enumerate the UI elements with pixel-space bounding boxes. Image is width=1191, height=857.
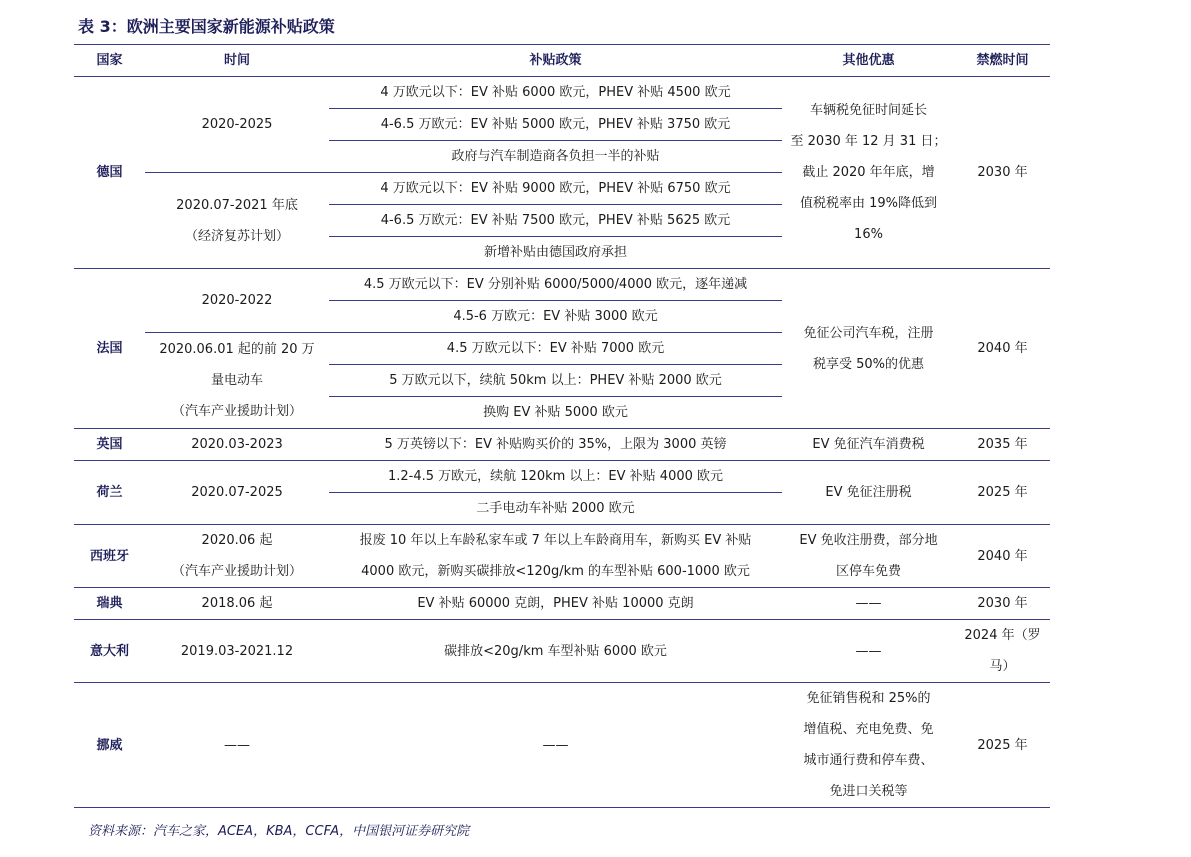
policy-cell: 4-6.5 万欧元：EV 补贴 7500 欧元，PHEV 补贴 5625 欧元 — [329, 205, 782, 237]
policy-cell: 4 万欧元以下：EV 补贴 9000 欧元，PHEV 补贴 6750 欧元 — [329, 173, 782, 205]
other-line: 免征销售税和 25%的 — [806, 691, 931, 706]
period-line: （汽车产业援助计划） — [171, 564, 302, 579]
policy-cell: 新增补贴由德国政府承担 — [329, 237, 782, 269]
policy-cell: 5 万欧元以下，续航 50km 以上：PHEV 补贴 2000 欧元 — [329, 365, 782, 397]
header-row — [74, 45, 1050, 77]
other-line: 16% — [854, 227, 883, 242]
period-germany-2 — [145, 173, 329, 269]
header-time: 时间 — [145, 45, 329, 77]
other-spain — [782, 525, 955, 588]
other-line: 城市通行费和停车费、 — [803, 753, 934, 768]
policy-cell: 1.2-4.5 万欧元，续航 120km 以上：EV 补贴 4000 欧元 — [329, 461, 782, 493]
period-line: 2020.06 起 — [201, 533, 273, 548]
header-other: 其他优惠 — [782, 45, 955, 77]
other-sweden: —— — [782, 588, 955, 620]
table-row — [74, 429, 1050, 461]
other-line: 车辆税免征时间延长 — [809, 103, 927, 118]
policy-cell: 4-6.5 万欧元：EV 补贴 5000 欧元，PHEV 补贴 3750 欧元 — [329, 109, 782, 141]
ban-sweden: 2030 年 — [955, 588, 1050, 620]
other-line: EV 免收注册费，部分地 — [799, 533, 938, 548]
table-row — [74, 525, 1050, 588]
policy-cell: 碳排放<20g/km 车型补贴 6000 欧元 — [329, 620, 782, 683]
policy-line: 报废 10 年以上车龄私家车或 7 年以上车龄商用车，新购买 EV 补贴 — [359, 533, 752, 548]
source-note: 资料来源：汽车之家，ACEA，KBA，CCFA，中国银河证券研究院 — [88, 824, 470, 839]
other-line: 值税税率由 19%降低到 — [799, 196, 938, 211]
ban-italy — [955, 620, 1050, 683]
ban-spain: 2040 年 — [955, 525, 1050, 588]
period-uk: 2020.03-2023 — [145, 429, 329, 461]
table-row — [74, 461, 1050, 493]
ban-norway: 2025 年 — [955, 683, 1050, 808]
period-germany-1: 2020-2025 — [145, 77, 329, 173]
header-policy: 补贴政策 — [329, 45, 782, 77]
policy-cell: 换购 EV 补贴 5000 欧元 — [329, 397, 782, 429]
table-title: 表 3：欧洲主要国家新能源补贴政策 — [78, 17, 335, 36]
other-line: 增值税、充电免费、免 — [803, 722, 934, 737]
other-line: 税享受 50%的优惠 — [812, 356, 925, 372]
header-ban: 禁燃时间 — [955, 45, 1050, 77]
other-germany — [782, 77, 955, 269]
ban-france: 2040 年 — [955, 269, 1050, 429]
table-row — [74, 269, 1050, 301]
policy-cell: 4 万欧元以下：EV 补贴 6000 欧元，PHEV 补贴 4500 欧元 — [329, 77, 782, 109]
period-france-2 — [145, 333, 329, 429]
table-row — [74, 588, 1050, 620]
table-row — [74, 620, 1050, 683]
period-line: 2020.06.01 起的前 20 万 — [159, 342, 315, 357]
policy-spain — [329, 525, 782, 588]
other-line: 至 2030 年 12 月 31 日； — [790, 134, 947, 149]
table-row — [74, 77, 1050, 109]
country-france: 法国 — [74, 269, 145, 429]
other-line: 免进口关税等 — [829, 784, 908, 799]
period-norway: —— — [145, 683, 329, 808]
country-uk: 英国 — [74, 429, 145, 461]
policy-cell: 政府与汽车制造商各负担一半的补贴 — [329, 141, 782, 173]
country-germany: 德国 — [74, 77, 145, 269]
period-line: （汽车产业援助计划） — [171, 404, 302, 419]
period-line: 2020.07-2021 年底 — [176, 197, 298, 213]
country-sweden: 瑞典 — [74, 588, 145, 620]
table-row — [74, 683, 1050, 808]
other-italy: —— — [782, 620, 955, 683]
policy-cell: EV 补贴 60000 克朗，PHEV 补贴 10000 克朗 — [329, 588, 782, 620]
period-line: （经济复苏计划） — [184, 228, 289, 244]
period-italy: 2019.03-2021.12 — [145, 620, 329, 683]
period-netherlands: 2020.07-2025 — [145, 461, 329, 525]
period-france-1: 2020-2022 — [145, 269, 329, 333]
ban-netherlands: 2025 年 — [955, 461, 1050, 525]
policy-cell: 5 万英镑以下：EV 补贴购买价的 35%，上限为 3000 英镑 — [329, 429, 782, 461]
period-spain — [145, 525, 329, 588]
other-line: 免征公司汽车税，注册 — [803, 325, 934, 341]
ban-uk: 2035 年 — [955, 429, 1050, 461]
policy-line: 4000 欧元，新购买碳排放<120g/km 的车型补贴 600-1000 欧元 — [361, 564, 750, 579]
policy-cell: 二手电动车补贴 2000 欧元 — [329, 493, 782, 525]
policy-cell: 4.5-6 万欧元：EV 补贴 3000 欧元 — [329, 301, 782, 333]
policy-cell: 4.5 万欧元以下：EV 补贴 7000 欧元 — [329, 333, 782, 365]
country-norway: 挪威 — [74, 683, 145, 808]
country-italy: 意大利 — [74, 620, 145, 683]
policy-cell: —— — [329, 683, 782, 808]
country-spain: 西班牙 — [74, 525, 145, 588]
other-line: 区停车免费 — [835, 564, 901, 579]
country-netherlands: 荷兰 — [74, 461, 145, 525]
subsidy-policy-table — [74, 44, 1050, 808]
other-uk: EV 免征汽车消费税 — [782, 429, 955, 461]
header-country: 国家 — [74, 45, 145, 77]
period-sweden: 2018.06 起 — [145, 588, 329, 620]
other-line: 截止 2020 年年底，增 — [802, 165, 935, 180]
policy-cell: 4.5 万欧元以下：EV 分别补贴 6000/5000/4000 欧元，逐年递减 — [329, 269, 782, 301]
ban-line: 马） — [989, 659, 1016, 674]
other-netherlands: EV 免征注册税 — [782, 461, 955, 525]
ban-germany: 2030 年 — [955, 77, 1050, 269]
period-line: 量电动车 — [210, 373, 263, 388]
other-norway — [782, 683, 955, 808]
ban-line: 2024 年（罗 — [964, 628, 1041, 643]
other-france — [782, 269, 955, 429]
